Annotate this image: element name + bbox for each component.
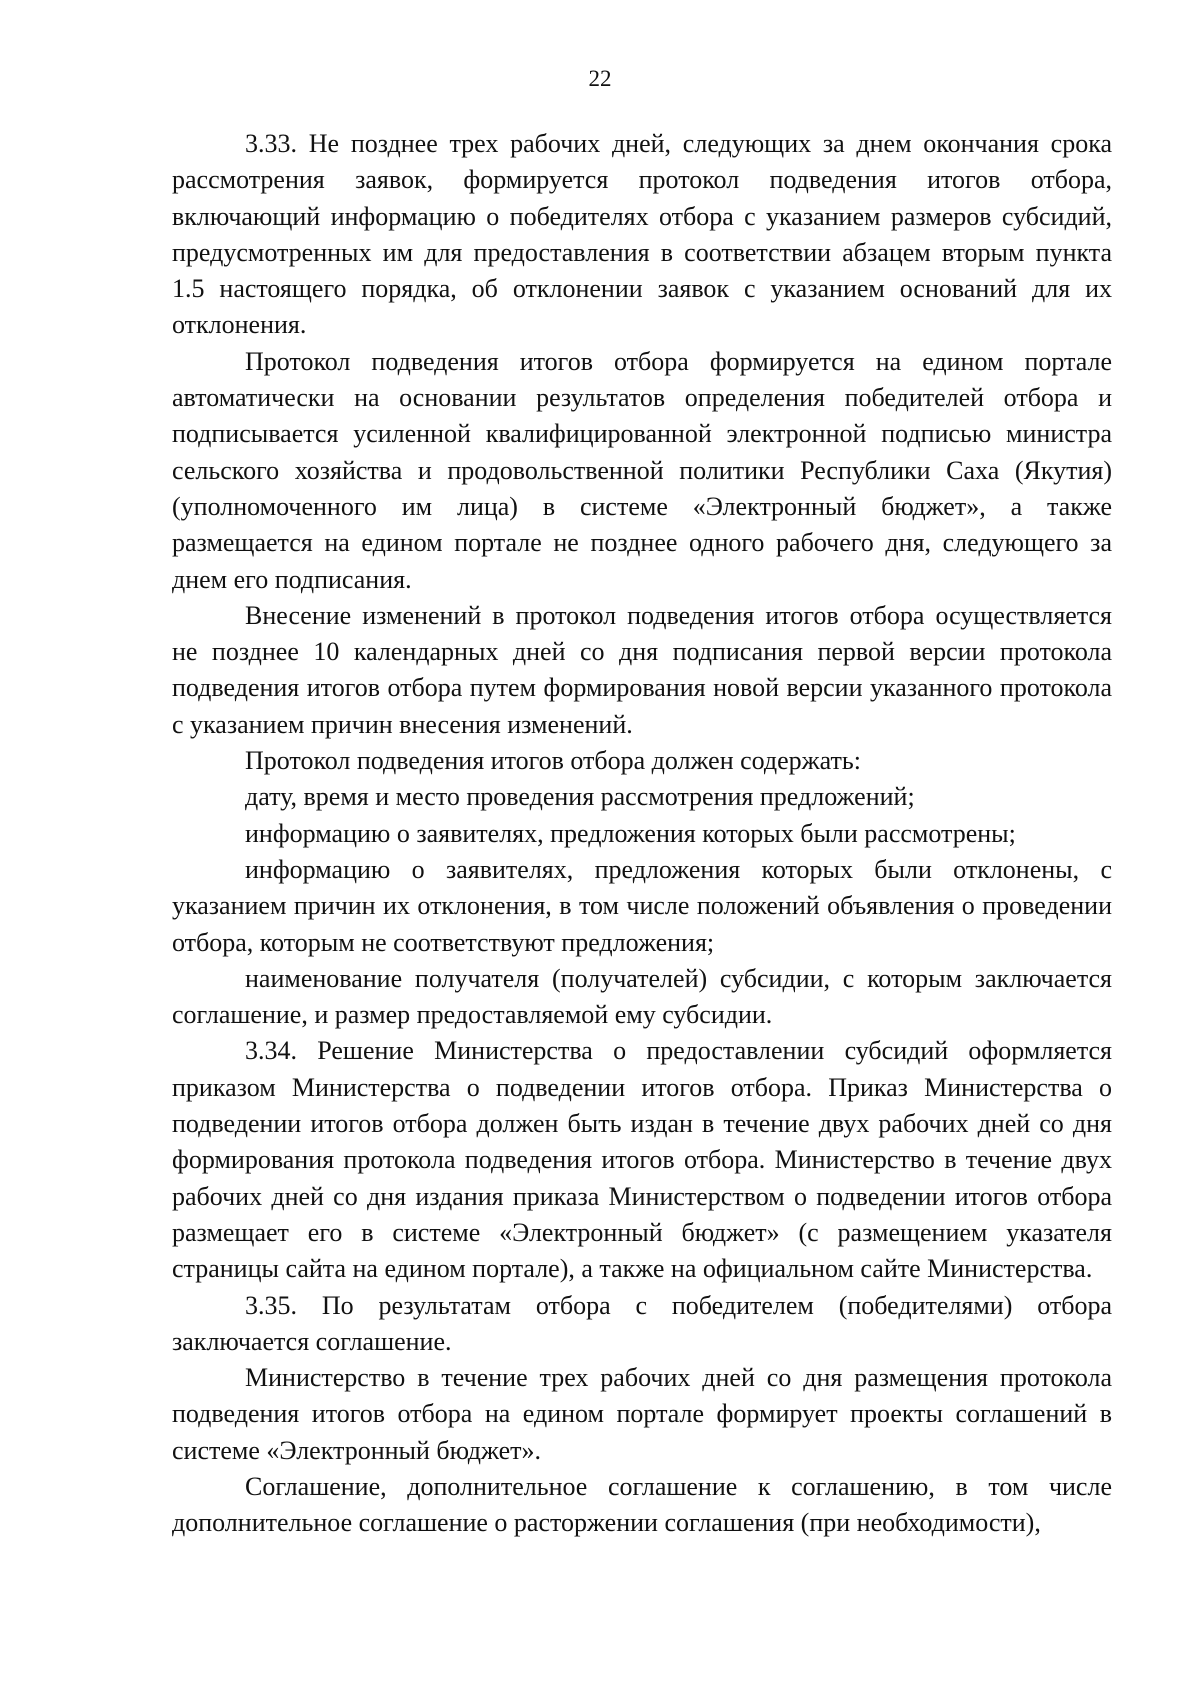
paragraph-protocol-changes: Внесение изменений в протокол подведения итогов отбора осуществляется не позднее 10 календарных дней со дня подписания первой версии протокола подведения итогов отбора путем формирования новой версии указанного протокола с указанием причин внесения изменений.	[172, 600, 1112, 739]
paragraph-protocol-contents: Протокол подведения итогов отбора должен содержать:	[245, 746, 861, 776]
list-item-date-time-place: дату, время и место проведения рассмотрения предложений;	[245, 782, 915, 812]
paragraph-3-33: 3.33. Не позднее трех рабочих дней, следующих за днем окончания срока рассмотрения заявок, формируется протокол подведения итогов отбора, включающий информацию о победителях отбора с указанием размеров субсидий, предусмотренных им для предоставления в соответствии абзацем вторым пункта 1.5 настоящего порядка, об отклонении заявок с указанием оснований для их отклонения.	[172, 129, 1112, 340]
list-item-rejected-applicants: информацию о заявителях, предложения которых были отклонены, с указанием причин их отклонения, в том числе положений объявления о проведении отбора, которым не соответствуют предложения;	[172, 854, 1112, 957]
paragraph-3-34: 3.34. Решение Министерства о предоставлении субсидий оформляется приказом Министерства о подведении итогов отбора. Приказ Министерства о подведении итогов отбора должен быть издан в течение двух рабочих дней со дня формирования протокола подведения итогов отбора. Министерство в течение двух рабочих дней со дня издания приказа Министерством о подведении итогов отбора размещает его в системе «Электронный бюджет» (с размещением указателя страницы сайта на едином портале), а также на официальном сайте Министерства.	[172, 1036, 1112, 1284]
page-number: 22	[588, 66, 612, 91]
paragraph-ministry-drafts: Министерство в течение трех рабочих дней со дня размещения протокола подведения итогов отбора на едином портале формирует проекты соглашений в системе «Электронный бюджет».	[172, 1363, 1112, 1465]
list-item-recipient-name: наименование получателя (получателей) субсидии, с которым заключается соглашение, и размер предоставляемой ему субсидии.	[172, 963, 1112, 1030]
paragraph-protocol-formation: Протокол подведения итогов отбора формируется на едином портале автоматически на основании результатов определения победителей отбора и подписывается усиленной квалифицированной электронной подписью министра сельского хозяйства и продовольственной политики Республики Саха (Якутия) (уполномоченного им лица) в системе «Электронный бюджет», а также размещается на едином портале не позднее одного рабочего дня, следующего за днем его подписания.	[172, 346, 1112, 594]
paragraph-agreement: Соглашение, дополнительное соглашение к соглашению, в том числе дополнительное соглашение о расторжении соглашения (при необходимости),	[172, 1471, 1112, 1538]
document-body	[172, 126, 1112, 1542]
paragraph-3-35: 3.35. По результатам отбора с победителем (победителями) отбора заключается соглашение.	[172, 1290, 1112, 1356]
list-item-considered-applicants: информацию о заявителях, предложения которых были рассмотрены;	[245, 818, 1016, 848]
